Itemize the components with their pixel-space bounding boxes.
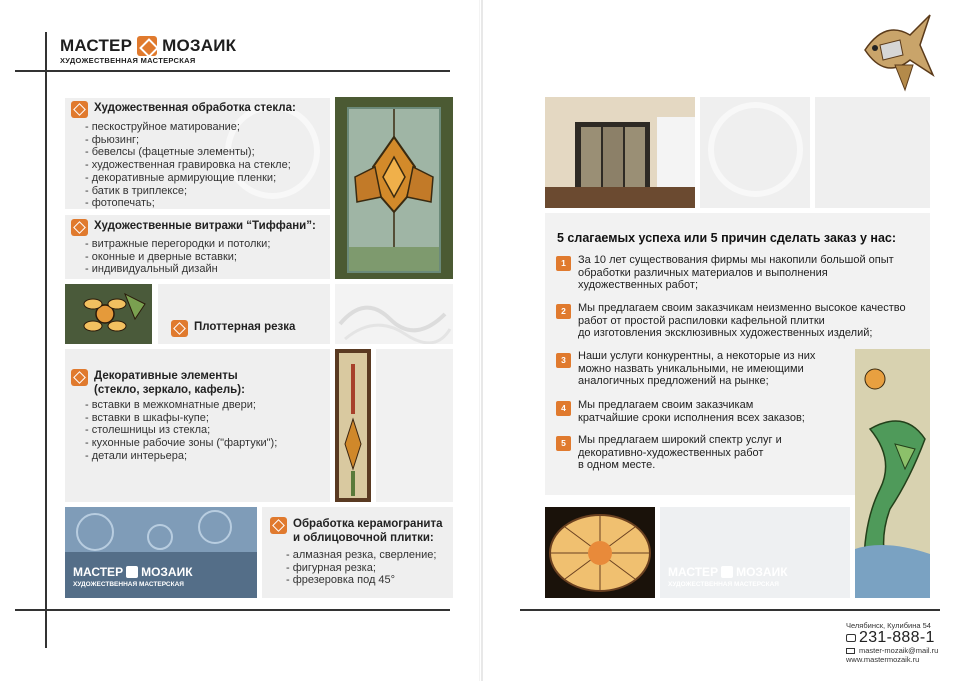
decor-heading bbox=[71, 369, 245, 397]
reason-line: обработки различных материалов и выполнения bbox=[578, 266, 828, 279]
ceramic-title-line2: и облицовочной плитки: bbox=[293, 532, 434, 544]
reasons-title: 5 слагаемых успеха или 5 причин сделать заказ у нас: bbox=[557, 231, 897, 245]
list-item: - витражные перегородки и потолки; bbox=[85, 238, 271, 250]
list-item: - вставки в межкомнатные двери; bbox=[85, 399, 256, 411]
plotter-title: Плоттерная резка bbox=[194, 321, 296, 333]
lamp-art bbox=[545, 507, 655, 598]
brand-word-1: МАСТЕР bbox=[60, 36, 133, 55]
contact-address: Челябинск, Кулибина 54 bbox=[846, 621, 931, 630]
section-icon bbox=[71, 219, 88, 236]
watermark-subtitle: ХУДОЖЕСТВЕННАЯ МАСТЕРСКАЯ bbox=[668, 581, 779, 588]
brand-logo bbox=[60, 36, 236, 56]
watermark-word-2: МОЗАИК bbox=[736, 565, 788, 579]
reason-line: работ от простой распиловки кафельной плитки bbox=[578, 314, 825, 327]
reason-line: Мы предлагаем широкий спектр услуг и bbox=[578, 434, 782, 446]
list-item: - оконные и дверные вставки; bbox=[85, 250, 237, 263]
watermark-logo-right bbox=[668, 565, 788, 579]
reason-line: За 10 лет существования фирмы мы накопили большой опыт bbox=[578, 254, 894, 266]
tiffany-title: Художественные витражи “Тиффани”: bbox=[94, 220, 316, 232]
contact-site[interactable]: www.mastermozaik.ru bbox=[846, 655, 920, 664]
footer-rule-right bbox=[520, 609, 940, 611]
glass-heading bbox=[71, 101, 296, 118]
decor-list bbox=[85, 399, 277, 463]
watermark-badge-icon bbox=[721, 566, 733, 578]
reason-line: Мы предлагаем своим заказчикам неизменно высокое качество bbox=[578, 302, 906, 314]
reason-line: в одном месте. bbox=[578, 459, 656, 472]
tiffany-heading bbox=[71, 219, 316, 236]
contact-phone: 231-888-1 bbox=[859, 629, 935, 646]
glass-list bbox=[85, 121, 291, 210]
ceiling-lamp-image bbox=[545, 507, 655, 598]
reason-number-4: 4 bbox=[556, 401, 571, 416]
decor-title bbox=[94, 369, 245, 397]
reason-2 bbox=[578, 302, 923, 340]
contact-email-row bbox=[846, 646, 938, 655]
flower-stained-glass-image bbox=[65, 284, 152, 344]
phone-icon bbox=[846, 634, 856, 642]
section-icon bbox=[171, 320, 188, 337]
frosted-logo-panel bbox=[660, 507, 850, 598]
list-item: - индивидуальный дизайн bbox=[85, 263, 218, 276]
reason-line: можно назвать уникальными, не имеющими bbox=[578, 362, 804, 375]
reason-number-3: 3 bbox=[556, 353, 571, 368]
round-window-ghost bbox=[708, 102, 803, 197]
watermark-badge-icon bbox=[126, 566, 138, 578]
stained-ghost-panel bbox=[815, 97, 930, 208]
brand-word-2: МОЗАИК bbox=[162, 36, 237, 55]
footer-rule-left bbox=[15, 609, 450, 611]
frosted-glass-image bbox=[376, 349, 453, 502]
list-item: - фигурная резка; bbox=[286, 561, 376, 574]
decor-title-line2: (стекло, зеркало, кафель): bbox=[94, 384, 245, 396]
reason-line: Наши услуги конкурентны, а некоторые из них bbox=[578, 350, 816, 362]
fish-mosaic-image bbox=[855, 5, 935, 95]
pattern-glass-image bbox=[335, 284, 453, 344]
interior-photo bbox=[545, 97, 695, 208]
decor-title-line1: Декоративные элементы bbox=[94, 370, 238, 382]
tiffany-list bbox=[85, 238, 270, 276]
reason-line: Мы предлагаем своим заказчикам bbox=[578, 399, 754, 411]
plotter-heading bbox=[171, 320, 295, 337]
reason-line: декоративно-художественных работ bbox=[578, 446, 764, 459]
reason-number-1: 1 bbox=[556, 256, 571, 271]
reason-number-2: 2 bbox=[556, 304, 571, 319]
watermark-subtitle: ХУДОЖЕСТВЕННАЯ МАСТЕРСКАЯ bbox=[73, 581, 184, 588]
glass-panel-logo-image bbox=[65, 507, 257, 598]
list-item: - художественная гравировка на стекле; bbox=[85, 159, 291, 172]
list-item: - алмазная резка, сверление; bbox=[286, 549, 437, 561]
list-item: - вставки в шкафы-купе; bbox=[85, 411, 209, 424]
ceramic-title bbox=[293, 517, 443, 545]
dragon-art bbox=[855, 349, 930, 598]
reason-line: художественных работ; bbox=[578, 279, 699, 292]
reason-number-5: 5 bbox=[556, 436, 571, 451]
list-item: - фьюзинг; bbox=[85, 133, 140, 146]
brand-badge-icon bbox=[137, 36, 157, 56]
fish-art bbox=[855, 5, 935, 95]
narrow-glass-art bbox=[335, 349, 371, 502]
list-item: - фрезеровка под 45° bbox=[286, 574, 396, 587]
brand-subtitle: ХУДОЖЕСТВЕННАЯ МАСТЕРСКАЯ bbox=[60, 56, 196, 65]
list-item: - фотопечать; bbox=[85, 197, 155, 210]
reason-line: до изготовления эксклюзивных художественных изделий; bbox=[578, 327, 873, 340]
header-rule bbox=[15, 70, 450, 72]
swirl-art bbox=[335, 284, 453, 344]
contact-email[interactable]: master-mozaik@mail.ru bbox=[859, 646, 939, 655]
section-icon bbox=[71, 369, 88, 386]
page-fold-shadow bbox=[479, 0, 480, 681]
watermark-word-1: МАСТЕР bbox=[73, 565, 124, 579]
ceramic-heading bbox=[270, 517, 443, 545]
list-item: - бевелсы (фацетные элементы); bbox=[85, 146, 255, 159]
ceramic-list bbox=[286, 549, 436, 587]
list-item: - столешницы из стекла; bbox=[85, 424, 211, 437]
watermark-logo bbox=[73, 565, 193, 579]
section-icon bbox=[71, 101, 88, 118]
left-vertical-rule bbox=[45, 32, 47, 648]
stained-glass-image bbox=[335, 97, 453, 279]
stained-glass-art bbox=[335, 97, 453, 279]
flower-art bbox=[65, 284, 152, 344]
list-item: - пескоструйное матирование; bbox=[85, 121, 240, 133]
list-item: - батик в триплексе; bbox=[85, 184, 187, 197]
section-icon bbox=[270, 517, 287, 534]
reason-line: аналогичных предложений на рынке; bbox=[578, 375, 769, 388]
interior-art bbox=[545, 97, 695, 208]
window-ghost-panel bbox=[700, 97, 810, 208]
narrow-stained-glass-image bbox=[335, 349, 371, 502]
reason-1 bbox=[578, 254, 923, 292]
list-item: - детали интерьера; bbox=[85, 449, 188, 462]
page-fold bbox=[481, 0, 483, 681]
contact-phone-row bbox=[846, 629, 935, 647]
glass-title: Художественная обработка стекла: bbox=[94, 102, 296, 114]
reason-line: кратчайшие сроки исполнения всех заказов; bbox=[578, 411, 805, 424]
dragon-stained-glass-image bbox=[855, 349, 930, 598]
watermark-word-2: МОЗАИК bbox=[141, 565, 193, 579]
watermark-word-1: МАСТЕР bbox=[668, 565, 719, 579]
email-icon bbox=[846, 648, 855, 654]
list-item: - кухонные рабочие зоны ("фартуки"); bbox=[85, 437, 278, 450]
list-item: - декоративные армирующие пленки; bbox=[85, 171, 277, 184]
ceramic-title-line1: Обработка керамогранита bbox=[293, 518, 443, 530]
